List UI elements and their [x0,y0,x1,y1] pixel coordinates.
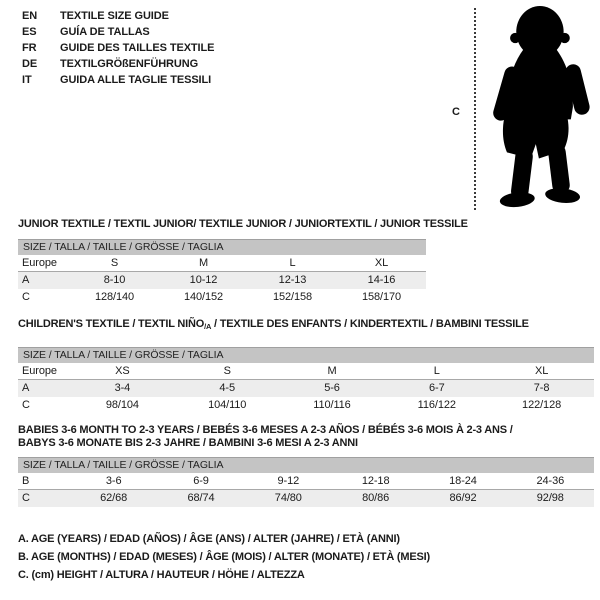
language-label: TEXTILE SIZE GUIDE [60,10,169,22]
language-row-de [22,56,214,72]
table-cell: 152/158 [272,291,313,303]
table-cell: 6-9 [193,475,209,487]
table-cell: 68/74 [187,492,215,504]
row-label: C [22,492,30,504]
language-list [22,8,214,88]
table-cell: L [289,257,296,269]
row-label: A [22,382,30,394]
language-label: GUÍA DE TALLAS [60,26,150,38]
legend-line-c: C. (cm) HEIGHT / ALTURA / HAUTEUR / HÖHE / ALTEZZA [18,569,305,581]
language-label: GUIDE DES TAILLES TEXTILE [60,42,215,54]
table-cell: 18-24 [449,475,477,487]
legend-line-b: B. AGE (MONTHS) / EDAD (MESES) / ÂGE (MOIS) / ALTER (MONATE) / ETÀ (MESI) [18,551,430,563]
table-row-height [18,490,594,507]
table-cell: 86/92 [449,492,477,504]
table-cell: 24-36 [536,475,565,487]
junior-size-table [18,239,426,306]
measurement-legend [18,530,430,584]
table-row-height [18,397,594,414]
table-cell: 8-10 [103,274,126,286]
table-cell: 10-12 [189,274,218,286]
title-subscript: /A [204,322,212,331]
size-header-row: SIZE / TALLA / TAILLE / GRÖSSE / TAGLIA [18,239,426,255]
language-row-it [22,72,214,88]
table-cell: S [223,365,231,377]
table-cell: 9-12 [277,475,300,487]
table-cell: 122/128 [522,399,562,411]
table-row-europe [18,363,594,380]
table-cell: 3-4 [114,382,131,394]
row-label: Europe [22,257,57,269]
table-cell: 92/98 [536,492,564,504]
table-cell: 128/140 [94,291,135,303]
table-row-age [18,380,594,397]
table-cell: XL [534,365,549,377]
table-cell: 3-6 [105,475,122,487]
language-label: GUIDA ALLE TAGLIE TESSILI [60,74,212,86]
title-text: CHILDREN'S TEXTILE / TEXTIL NIÑO [18,318,205,330]
table-cell: 6-7 [428,382,445,394]
language-code: EN [22,10,38,22]
language-code: FR [22,42,37,54]
babies-size-table [18,457,594,507]
size-header-row: SIZE / TALLA / TAILLE / GRÖSSE / TAGLIA [18,457,594,473]
table-cell: 5-6 [324,382,340,394]
language-label: TEXTILGRÖßENFÜHRUNG [60,58,199,70]
table-cell: S [110,257,119,269]
language-row-en [22,8,214,24]
row-label: C [22,291,30,303]
row-label: A [22,274,30,286]
babies-title-line2: BABYS 3-6 MONATE BIS 2-3 JAHRE / BAMBINI 3-6 MESI A 2-3 ANNI [18,437,358,449]
babies-title-line1: BABIES 3-6 MONTH TO 2-3 YEARS / BEBÉS 3-6 MESES A 2-3 AÑOS / BÉBÉS 3-6 MOIS À 2-3 ANS / [18,424,513,436]
table-cell: XS [115,365,130,377]
table-cell: 80/86 [362,492,390,504]
language-row-es [22,24,214,40]
title-text: / TEXTILE DES ENFANTS / KINDERTEXTIL / BAMBINI TESSILE [211,318,529,330]
language-code: DE [22,58,38,70]
language-code: ES [22,26,37,38]
table-cell: 98/104 [105,399,139,411]
row-label: C [22,399,30,411]
table-cell: 74/80 [274,492,302,504]
children-section-title [18,318,529,333]
table-cell: 158/170 [361,291,402,303]
table-cell: 7-8 [533,382,550,394]
table-cell: 12-13 [278,274,307,286]
table-cell: 110/116 [313,399,351,411]
table-cell: M [198,257,209,269]
table-row-age [18,272,426,289]
language-row-fr [22,40,214,56]
table-cell: 104/110 [208,399,247,411]
table-cell: 14-16 [367,274,396,286]
size-header-row: SIZE / TALLA / TAILLE / GRÖSSE / TAGLIA [18,347,594,363]
table-cell: 140/152 [183,291,224,303]
language-code: IT [22,74,32,86]
table-cell: 12-18 [361,475,390,487]
row-label: B [22,475,30,487]
table-cell: 4-5 [219,382,235,394]
babies-section-title [18,424,513,450]
table-cell: M [327,365,337,377]
table-row-height [18,289,426,306]
height-measure-label: C [452,106,460,118]
table-row-months [18,473,594,490]
height-dotted-line [474,8,476,210]
children-size-table [18,347,594,414]
row-label: Europe [22,365,57,377]
table-row-europe [18,255,426,272]
junior-section-title: JUNIOR TEXTILE / TEXTIL JUNIOR/ TEXTILE JUNIOR / JUNIORTEXTIL / JUNIOR TESSILE [18,218,468,230]
baby-silhouette-icon [485,4,599,210]
table-cell: 62/68 [100,492,128,504]
table-cell: L [433,365,440,377]
legend-line-a: A. AGE (YEARS) / EDAD (AÑOS) / ÂGE (ANS) / ALTER (JAHRE) / ETÀ (ANNI) [18,533,400,545]
table-cell: XL [374,257,389,269]
table-cell: 116/122 [417,399,456,411]
